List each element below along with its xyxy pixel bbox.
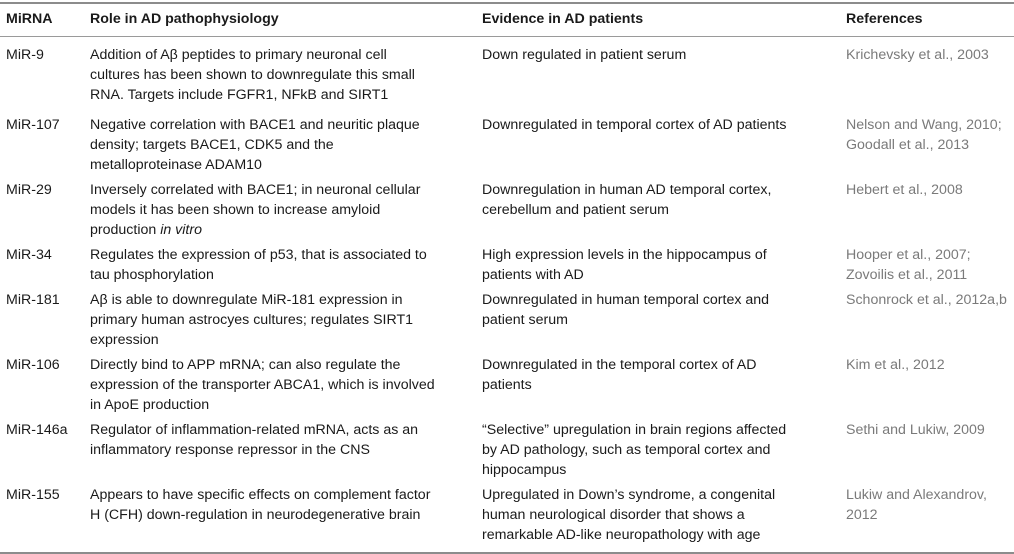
cell-role xyxy=(90,485,430,525)
cell-line: inflammatory response repressor in the CNS xyxy=(90,442,370,458)
top-rule xyxy=(0,2,1014,4)
cell-line: “Selective” upregulation in brain regions affected xyxy=(482,422,787,438)
cell-line: remarkable AD-like neuropathology with age xyxy=(482,527,761,543)
cell-line: Downregulated in temporal cortex of AD patients xyxy=(482,117,787,133)
cell-references xyxy=(846,290,1007,310)
cell-line: metalloproteinase ADAM10 xyxy=(90,157,262,173)
cell-line: primary human astrocyes cultures; regulates SIRT1 xyxy=(90,312,414,328)
cell-line: 2012 xyxy=(846,507,878,523)
cell-line: Kim et al., 2012 xyxy=(846,357,945,373)
cell-mirna: MiR-155 xyxy=(6,487,60,503)
cell-line: Hebert et al., 2008 xyxy=(846,182,963,198)
cell-mirna: MiR-181 xyxy=(6,292,60,308)
bottom-rule xyxy=(0,552,1014,554)
cell-line: Downregulated in human temporal cortex and xyxy=(482,292,770,308)
cell-line: Regulates the expression of p53, that is associated to xyxy=(90,247,427,263)
cell-references xyxy=(846,115,1002,155)
header-evidence: Evidence in AD patients xyxy=(482,11,644,27)
cell-line: Addition of Aβ peptides to primary neuronal cell xyxy=(90,47,387,63)
cell-role xyxy=(90,290,413,350)
cell-line: expression of the transporter ABCA1, which is involved xyxy=(90,377,435,393)
cell-line: Sethi and Lukiw, 2009 xyxy=(846,422,985,438)
cell-line: density; targets BACE1, CDK5 and the xyxy=(90,137,334,153)
cell-mirna: MiR-106 xyxy=(6,357,60,373)
cell-line: Regulator of inflammation-related mRNA, acts as an xyxy=(90,422,419,438)
cell-line: expression xyxy=(90,332,159,348)
header-role: Role in AD pathophysiology xyxy=(90,11,279,27)
cell-line: by AD pathology, such as temporal cortex and xyxy=(482,442,771,458)
cell-mirna: MiR-146a xyxy=(6,422,68,438)
header-rule xyxy=(0,36,1014,37)
cell-line: Down regulated in patient serum xyxy=(482,47,687,63)
cell-references xyxy=(846,180,963,200)
cell-line: patients with AD xyxy=(482,267,584,283)
cell-role xyxy=(90,180,420,240)
cell-line: Krichevsky et al., 2003 xyxy=(846,47,989,63)
cell-line: Downregulation in human AD temporal cortex, xyxy=(482,182,772,198)
cell-role xyxy=(90,45,415,105)
cell-role xyxy=(90,420,418,460)
cell-line: RNA. Targets include FGFR1, NFkB and SIRT1 xyxy=(90,87,389,103)
cell-line: in ApoE production xyxy=(90,397,210,413)
cell-mirna: MiR-29 xyxy=(6,182,52,198)
cell-evidence xyxy=(482,245,767,285)
cell-line: models it has been shown to increase amyloid xyxy=(90,202,381,218)
cell-line: Nelson and Wang, 2010; xyxy=(846,117,1002,133)
cell-line: hippocampus xyxy=(482,462,567,478)
cell-references xyxy=(846,45,989,65)
cell-line: Hooper et al., 2007; xyxy=(846,247,971,263)
cell-line: Inversely correlated with BACE1; in neuronal cellular xyxy=(90,182,421,198)
cell-references xyxy=(846,420,985,440)
cell-evidence xyxy=(482,420,786,480)
cell-line: Zovoilis et al., 2011 xyxy=(846,267,968,283)
cell-references xyxy=(846,485,987,525)
cell-line: cerebellum and patient serum xyxy=(482,202,669,218)
cell-role xyxy=(90,115,420,175)
cell-mirna: MiR-34 xyxy=(6,247,52,263)
cell-line: High expression levels in the hippocampus of xyxy=(482,247,767,263)
cell-role xyxy=(90,355,435,415)
cell-role xyxy=(90,245,427,285)
cell-line: Schonrock et al., 2012a,b xyxy=(846,292,1007,308)
cell-evidence xyxy=(482,45,686,65)
cell-line: Lukiw and Alexandrov, xyxy=(846,487,987,503)
cell-line: H (CFH) down-regulation in neurodegenerative brain xyxy=(90,507,421,523)
cell-line: cultures has been shown to downregulate this small xyxy=(90,67,415,83)
cell-mirna: MiR-9 xyxy=(6,47,44,63)
cell-evidence xyxy=(482,180,771,220)
cell-line: Goodall et al., 2013 xyxy=(846,137,970,153)
cell-line: production in vitro xyxy=(90,222,202,238)
cell-line: tau phosphorylation xyxy=(90,267,214,283)
cell-mirna: MiR-107 xyxy=(6,117,60,133)
cell-evidence xyxy=(482,485,775,545)
cell-line: patients xyxy=(482,377,532,393)
cell-evidence xyxy=(482,355,756,395)
cell-line: human neurological disorder that shows a xyxy=(482,507,745,523)
cell-line: Aβ is able to downregulate MiR-181 expression in xyxy=(90,292,403,308)
cell-line: Downregulated in the temporal cortex of AD xyxy=(482,357,757,373)
cell-line: Negative correlation with BACE1 and neuritic plaque xyxy=(90,117,420,133)
cell-line: patient serum xyxy=(482,312,568,328)
cell-evidence xyxy=(482,115,786,135)
cell-line: Appears to have specific effects on complement factor xyxy=(90,487,431,503)
header-references: References xyxy=(846,11,923,27)
header-mirna: MiRNA xyxy=(6,11,53,27)
cell-line: Directly bind to APP mRNA; can also regulate the xyxy=(90,357,401,373)
cell-references xyxy=(846,245,971,285)
cell-evidence xyxy=(482,290,769,330)
cell-references xyxy=(846,355,945,375)
cell-line: Upregulated in Down’s syndrome, a congenital xyxy=(482,487,776,503)
